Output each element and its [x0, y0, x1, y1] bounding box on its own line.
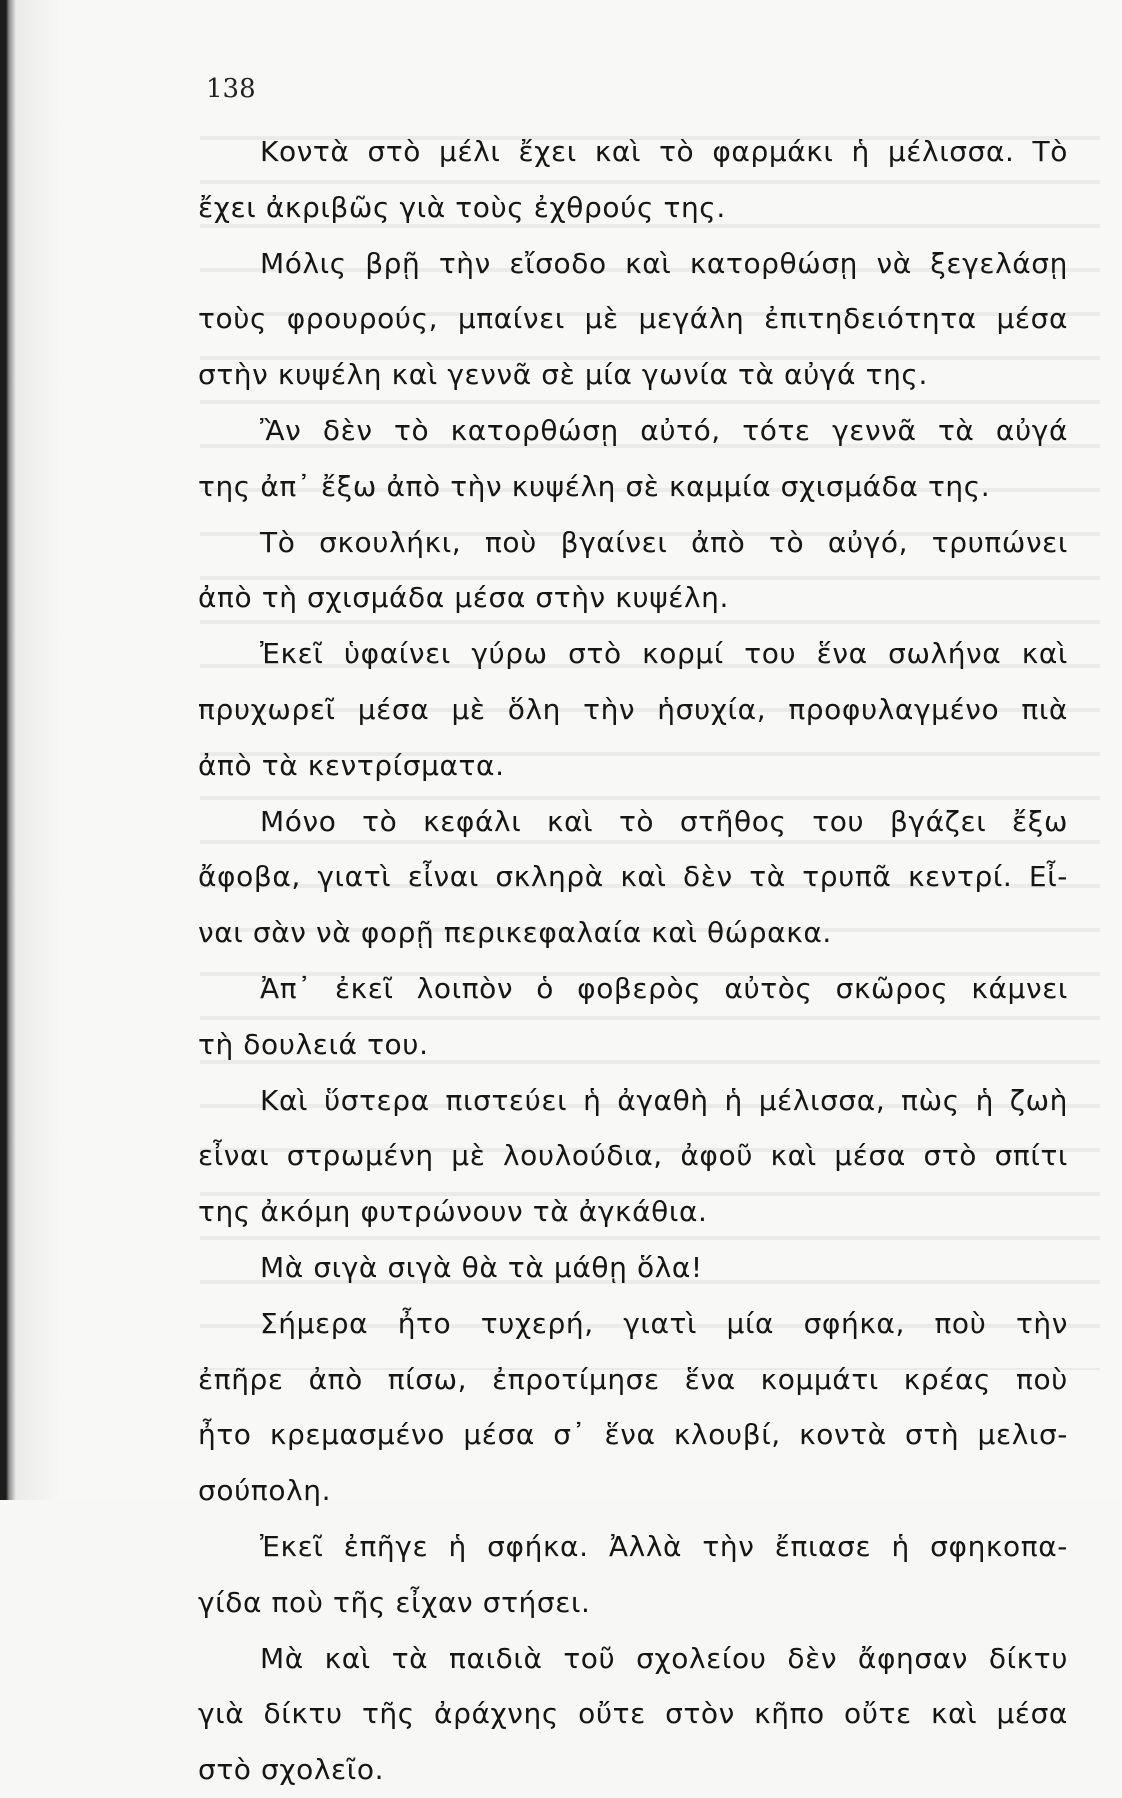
text-line: Τὸ σκουλήκι, ποὺ βγαίνει ἀπὸ τὸ αὐγό, τρυπώνει: [260, 525, 1068, 559]
text-line: ἔχει ἀκριβῶς γιὰ τοὺς ἐχθρούς της.: [198, 190, 726, 224]
text-line: ναι σὰν νὰ φορῇ περικεφαλαία καὶ θώρακα.: [198, 916, 832, 950]
text-line: Ἀπ᾿ ἐκεῖ λοιπὸν ὁ φοβερὸς αὐτὸς σκῶρος κάμνει: [260, 971, 1068, 1005]
text-line: ἐπῆρε ἀπὸ πίσω, ἐπροτίμησε ἕνα κομμάτι κρέας ποὺ: [198, 1362, 1068, 1396]
text-line: Ἐκεῖ ὑφαίνει γύρω στὸ κορμί του ἕνα σωλήνα καὶ: [260, 637, 1068, 671]
text-line: Ἐκεῖ ἐπῆγε ἡ σφήκα. Ἀλλὰ τὴν ἔπιασε ἡ σφηκοπα-: [260, 1529, 1068, 1563]
text-line: Κοντὰ στὸ μέλι ἔχει καὶ τὸ φαρμάκι ἡ μέλισσα. Τὸ: [260, 135, 1068, 168]
text-line: Σήμερα ἦτο τυχερή, γιατὶ μία σφήκα, ποὺ τὴν: [260, 1306, 1068, 1340]
text-line: ἀπὸ τὰ κεντρίσματα.: [198, 748, 505, 782]
text-line: γιὰ δίκτυ τῆς ἀράχνης οὔτε στὸν κῆπο οὔτε καὶ μέσα: [198, 1697, 1068, 1731]
text-line: τοὺς φρουρούς, μπαίνει μὲ μεγάλη ἐπιτηδειότητα μέσα: [198, 302, 1068, 336]
text-line: ἄφοβα, γιατὶ εἶναι σκληρὰ καὶ δὲν τὰ τρυπᾶ κεντρί. Εἶ-: [198, 860, 1068, 894]
text-line: στὴν κυψέλη καὶ γεννᾶ σὲ μία γωνία τὰ αὐγά της.: [198, 358, 928, 392]
text-line: εἶναι στρωμένη μὲ λουλούδια, ἀφοῦ καὶ μέσα στὸ σπίτι: [198, 1139, 1068, 1173]
text-line: της ἀπ᾿ ἔξω ἀπὸ τὴν κυψέλη σὲ καμμία σχισμάδα της.: [198, 469, 991, 503]
text-line: τὴ δουλειά του.: [198, 1027, 429, 1061]
text-line: Μὰ σιγὰ σιγὰ θὰ τὰ μάθῃ ὅλα!: [260, 1250, 703, 1284]
text-line: Ἂν δὲν τὸ κατορθώσῃ αὐτό, τότε γεννᾶ τὰ αὐγά: [260, 413, 1068, 447]
body-text: [198, 124, 1068, 1798]
text-line: Μόνο τὸ κεφάλι καὶ τὸ στῆθος του βγάζει ἔξω: [260, 804, 1068, 838]
text-line: σούπολη.: [198, 1474, 332, 1508]
text-line: Μόλις βρῇ τὴν εἴσοδο καὶ κατορθώσῃ νὰ ξεγελάσῃ: [260, 246, 1068, 280]
text-line: της ἀκόμη φυτρώνουν τὰ ἀγκάθια.: [198, 1195, 708, 1229]
text-line: ἀπὸ τὴ σχισμάδα μέσα στὴν κυψέλη.: [198, 581, 730, 615]
text-line: Καὶ ὕστερα πιστεύει ἡ ἀγαθὴ ἡ μέλισσα, πὼς ἡ ζωὴ: [260, 1083, 1068, 1117]
text-line: γίδα ποὺ τῆς εἶχαν στήσει.: [198, 1585, 591, 1619]
page-number: 138: [206, 74, 256, 104]
text-line: στὸ σχολεῖο.: [198, 1753, 385, 1787]
text-line: ἦτο κρεμασμένο μέσα σ᾿ ἕνα κλουβί, κοντὰ στὴ μελισ-: [198, 1418, 1068, 1452]
text-line: πρυχωρεῖ μέσα μὲ ὅλη τὴν ἡσυχία, προφυλαγμένο πιὰ: [198, 692, 1068, 726]
text-line: Μὰ καὶ τὰ παιδιὰ τοῦ σχολείου δὲν ἄφησαν δίκτυ: [260, 1641, 1068, 1675]
